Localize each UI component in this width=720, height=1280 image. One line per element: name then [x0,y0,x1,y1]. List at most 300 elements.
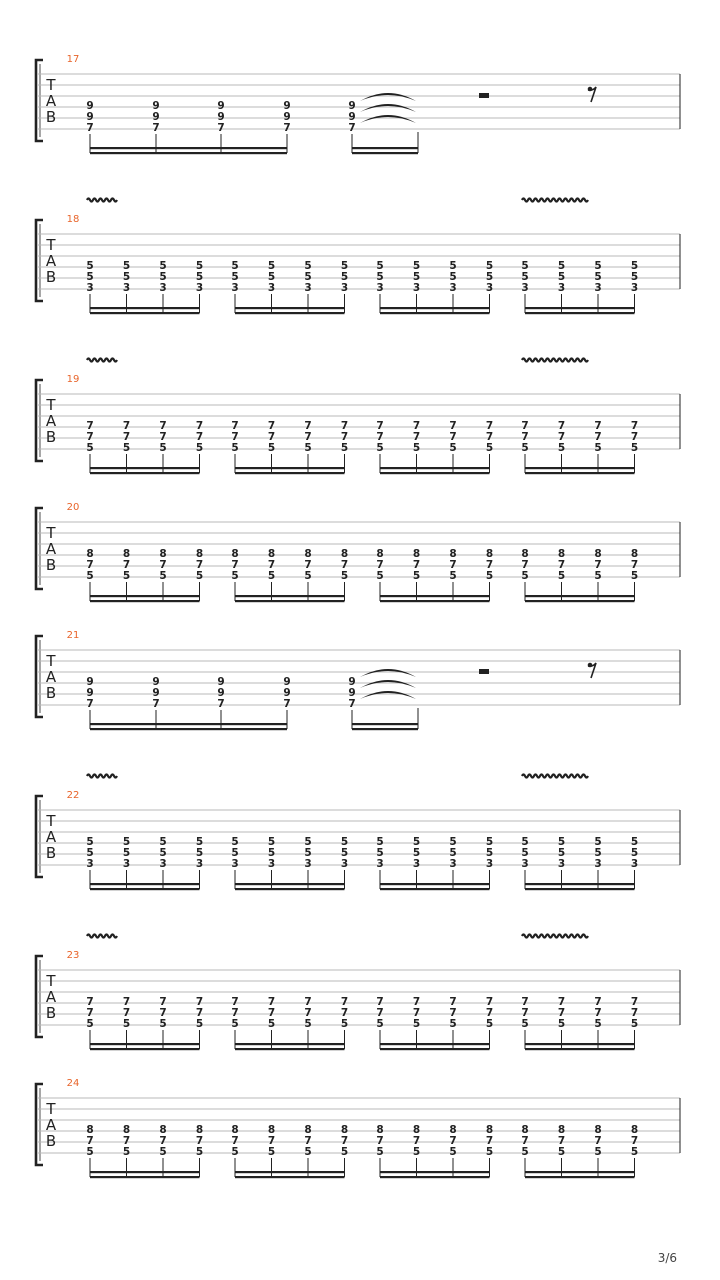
fret-number: 7 [86,559,94,571]
beam [525,472,635,474]
fret-number: 5 [557,260,566,272]
beam [235,1048,345,1050]
fret-number: 5 [594,847,602,859]
beam [90,1048,200,1050]
fret-number: 3 [86,282,94,294]
tab-letter: A [45,1116,57,1134]
beam [90,723,287,725]
fret-number: 5 [122,260,131,272]
fret-number: 9 [348,676,356,688]
beam [90,152,287,154]
fret-number: 7 [521,996,529,1008]
fret-number: 7 [86,420,94,432]
fret-number: 7 [449,996,457,1008]
fret-number: 7 [152,122,160,134]
fret-number: 9 [152,100,160,112]
beam [235,1171,345,1173]
fret-number: 7 [231,1135,239,1147]
fret-number: 5 [557,1146,566,1158]
fret-number: 8 [630,548,639,560]
fret-number: 3 [412,858,421,870]
fret-number: 5 [86,836,94,848]
fret-number: 5 [412,1146,421,1158]
beam [380,307,490,309]
tab-letter: T [46,396,56,414]
fret-number: 3 [304,858,312,870]
fret-number: 7 [304,996,312,1008]
fret-number: 5 [195,442,204,454]
beam [525,600,635,602]
tab-letter: B [45,268,57,286]
fret-number: 5 [304,1018,312,1030]
tab-system [36,502,680,602]
fret-number: 8 [304,548,312,560]
fret-number: 7 [304,1007,312,1019]
fret-number: 5 [376,1018,384,1030]
beam [90,728,287,730]
fret-number: 7 [231,420,239,432]
half-rest-icon [479,93,489,98]
fret-number: 7 [86,1007,94,1019]
fret-number: 7 [231,559,239,571]
fret-number: 5 [557,271,566,283]
fret-number: 7 [304,1135,312,1147]
fret-number: 7 [86,698,94,710]
fret-number: 5 [86,1146,94,1158]
tie-arc-icon [360,104,416,112]
half-rest-icon [479,669,489,674]
fret-number: 7 [340,996,349,1008]
tie-arc-icon [360,93,416,101]
fret-number: 7 [485,559,494,571]
fret-number: 5 [231,570,239,582]
fret-number: 5 [159,836,167,848]
tab-letter: A [45,988,57,1006]
fret-number: 3 [557,282,566,294]
fret-number: 7 [159,420,167,432]
fret-number: 7 [122,431,131,443]
fret-number: 7 [267,559,276,571]
beam [380,1171,490,1173]
fret-number: 5 [267,1146,276,1158]
measure-number: 21 [66,630,80,641]
fret-number: 8 [557,548,566,560]
fret-number: 7 [485,1135,494,1147]
tab-letter: A [45,252,57,270]
tab-system [36,1078,680,1178]
fret-number: 5 [231,1146,239,1158]
fret-number: 7 [340,1007,349,1019]
fret-number: 5 [340,260,349,272]
fret-number: 5 [195,1146,204,1158]
fret-number: 7 [630,996,639,1008]
fret-number: 5 [340,570,349,582]
fret-number: 7 [283,698,291,710]
vibrato-icon [87,935,117,938]
measure-number: 18 [66,214,80,225]
tab-letter: B [45,108,57,126]
beam [90,467,200,469]
fret-number: 9 [217,687,225,699]
fret-number: 7 [267,1007,276,1019]
fret-number: 3 [594,282,602,294]
measure-number: 19 [66,374,80,385]
fret-number: 5 [340,1018,349,1030]
fret-number: 8 [594,548,602,560]
fret-number: 3 [267,282,276,294]
tab-letter: B [45,428,57,446]
fret-number: 7 [304,420,312,432]
fret-number: 5 [195,836,204,848]
beam [352,728,418,730]
tab-letter: T [46,972,56,990]
fret-number: 5 [86,1018,94,1030]
fret-number: 7 [195,1135,204,1147]
fret-number: 5 [557,570,566,582]
tab-letter: B [45,684,57,702]
fret-number: 3 [376,858,384,870]
fret-number: 5 [449,847,457,859]
fret-number: 7 [412,996,421,1008]
tie-arc-icon [360,691,416,699]
fret-number: 7 [594,559,602,571]
fret-number: 9 [86,100,94,112]
fret-number: 3 [630,282,639,294]
fret-number: 3 [267,858,276,870]
fret-number: 7 [557,996,566,1008]
beam [525,312,635,314]
fret-number: 5 [594,442,602,454]
fret-number: 5 [630,260,639,272]
beam [90,472,200,474]
fret-number: 5 [449,260,457,272]
fret-number: 5 [449,442,457,454]
fret-number: 7 [86,1135,94,1147]
fret-number: 5 [376,271,384,283]
fret-number: 5 [485,836,494,848]
fret-number: 5 [159,1146,167,1158]
fret-number: 5 [267,442,276,454]
fret-number: 5 [231,1018,239,1030]
fret-number: 5 [485,260,494,272]
fret-number: 8 [195,1124,204,1136]
beam [90,600,200,602]
fret-number: 7 [122,996,131,1008]
fret-number: 7 [485,1007,494,1019]
fret-number: 5 [485,847,494,859]
beam [235,600,345,602]
beam [235,883,345,885]
fret-number: 5 [557,442,566,454]
fret-number: 7 [159,431,167,443]
fret-number: 7 [122,1007,131,1019]
fret-number: 3 [195,282,204,294]
fret-number: 8 [159,548,167,560]
fret-number: 3 [340,858,349,870]
fret-number: 5 [630,442,639,454]
fret-number: 5 [304,847,312,859]
fret-number: 8 [304,1124,312,1136]
fret-number: 5 [304,442,312,454]
fret-number: 5 [122,570,131,582]
fret-number: 7 [376,420,384,432]
beam [380,1176,490,1178]
beam [235,312,345,314]
fret-number: 7 [267,1135,276,1147]
fret-number: 5 [485,1146,494,1158]
fret-number: 7 [86,431,94,443]
fret-number: 8 [449,548,457,560]
fret-number: 5 [412,260,421,272]
beam [235,1043,345,1045]
fret-number: 5 [449,1018,457,1030]
tie-arc-icon [360,680,416,688]
fret-number: 5 [521,570,529,582]
beam [90,883,200,885]
beam [380,472,490,474]
beam [352,147,418,149]
tab-system [36,775,680,891]
fret-number: 5 [195,260,204,272]
fret-number: 9 [348,687,356,699]
fret-number: 9 [152,111,160,123]
fret-number: 7 [340,431,349,443]
fret-number: 5 [159,1018,167,1030]
fret-number: 7 [594,1135,602,1147]
vibrato-icon [522,775,588,778]
fret-number: 5 [86,442,94,454]
beam [380,312,490,314]
fret-number: 5 [122,836,131,848]
beam [525,307,635,309]
fret-number: 7 [557,559,566,571]
fret-number: 5 [449,271,457,283]
fret-number: 8 [122,548,131,560]
fret-number: 5 [485,442,494,454]
tab-system [36,935,680,1051]
fret-number: 3 [122,282,131,294]
beam [90,307,200,309]
fret-number: 7 [86,122,94,134]
fret-number: 8 [376,548,384,560]
fret-number: 7 [412,1135,421,1147]
fret-number: 5 [376,570,384,582]
fret-number: 7 [217,122,225,134]
fret-number: 3 [449,282,457,294]
fret-number: 7 [376,559,384,571]
fret-number: 5 [122,847,131,859]
fret-number: 3 [159,858,167,870]
fret-number: 7 [195,996,204,1008]
fret-number: 8 [122,1124,131,1136]
tab-letter: A [45,92,57,110]
fret-number: 3 [521,858,529,870]
fret-number: 5 [594,271,602,283]
fret-number: 3 [521,282,529,294]
fret-number: 8 [195,548,204,560]
fret-number: 7 [521,1135,529,1147]
fret-number: 7 [348,698,356,710]
fret-number: 5 [594,1146,602,1158]
beam [525,1043,635,1045]
fret-number: 7 [195,431,204,443]
beam [90,595,200,597]
beam [525,595,635,597]
tab-letter: A [45,540,57,558]
fret-number: 7 [521,420,529,432]
fret-number: 7 [231,996,239,1008]
fret-number: 5 [231,271,239,283]
fret-number: 5 [304,271,312,283]
fret-number: 5 [630,271,639,283]
fret-number: 5 [521,847,529,859]
fret-number: 5 [376,260,384,272]
beam [235,1176,345,1178]
fret-number: 7 [412,431,421,443]
fret-number: 3 [376,282,384,294]
beam [235,307,345,309]
beam [90,1171,200,1173]
tie-arc-icon [360,115,416,123]
fret-number: 3 [557,858,566,870]
fret-number: 5 [376,836,384,848]
fret-number: 3 [122,858,131,870]
vibrato-icon [87,775,117,778]
fret-number: 5 [86,847,94,859]
tab-letter: T [46,652,56,670]
fret-number: 5 [122,1146,131,1158]
fret-number: 7 [521,1007,529,1019]
fret-number: 5 [521,1018,529,1030]
fret-number: 8 [86,548,94,560]
measure-number: 24 [66,1078,80,1089]
fret-number: 5 [304,570,312,582]
beam [380,467,490,469]
fret-number: 5 [412,847,421,859]
fret-number: 3 [231,282,239,294]
fret-number: 7 [594,1007,602,1019]
fret-number: 7 [449,559,457,571]
fret-number: 5 [449,836,457,848]
fret-number: 9 [152,687,160,699]
fret-number: 5 [195,847,204,859]
fret-number: 5 [340,836,349,848]
vibrato-icon [522,199,588,202]
fret-number: 7 [412,420,421,432]
fret-number: 7 [86,996,94,1008]
beam [90,1176,200,1178]
fret-number: 7 [449,1007,457,1019]
fret-number: 5 [267,1018,276,1030]
fret-number: 5 [86,260,94,272]
beam [90,1043,200,1045]
tab-system [36,54,680,154]
beam [235,467,345,469]
page-number: 3/6 [657,1251,677,1265]
fret-number: 5 [376,442,384,454]
vibrato-icon [522,359,588,362]
fret-number: 5 [340,271,349,283]
fret-number: 3 [630,858,639,870]
fret-number: 7 [412,1007,421,1019]
fret-number: 7 [412,559,421,571]
fret-number: 7 [630,1135,639,1147]
fret-number: 5 [159,847,167,859]
measure-number: 17 [66,54,80,65]
fret-number: 7 [283,122,291,134]
fret-number: 8 [630,1124,639,1136]
fret-number: 9 [283,687,291,699]
fret-number: 3 [594,858,602,870]
fret-number: 7 [630,431,639,443]
fret-number: 8 [521,1124,529,1136]
fret-number: 7 [122,420,131,432]
fret-number: 7 [485,996,494,1008]
fret-number: 5 [485,271,494,283]
fret-number: 8 [231,548,239,560]
tab-letter: B [45,556,57,574]
tab-letter: T [46,1100,56,1118]
fret-number: 8 [267,1124,276,1136]
fret-number: 5 [521,260,529,272]
fret-number: 8 [159,1124,167,1136]
fret-number: 7 [195,420,204,432]
fret-number: 9 [86,687,94,699]
fret-number: 5 [159,271,167,283]
fret-number: 8 [267,548,276,560]
fret-number: 5 [412,570,421,582]
fret-number: 5 [449,1146,457,1158]
fret-number: 3 [86,858,94,870]
tab-letter: A [45,828,57,846]
fret-number: 7 [594,431,602,443]
beam [352,723,418,725]
tab-letter: B [45,1132,57,1150]
fret-number: 5 [231,836,239,848]
fret-number: 5 [267,570,276,582]
fret-number: 5 [521,271,529,283]
fret-number: 5 [231,260,239,272]
fret-number: 9 [86,111,94,123]
fret-number: 8 [86,1124,94,1136]
beam [525,888,635,890]
beam [235,472,345,474]
fret-number: 5 [594,836,602,848]
beam [380,883,490,885]
fret-number: 9 [217,111,225,123]
fret-number: 3 [159,282,167,294]
fret-number: 5 [412,836,421,848]
vibrato-icon [87,359,117,362]
fret-number: 5 [412,1018,421,1030]
fret-number: 7 [521,559,529,571]
fret-number: 8 [521,548,529,560]
fret-number: 5 [449,570,457,582]
fret-number: 7 [557,1007,566,1019]
fret-number: 5 [267,847,276,859]
fret-number: 3 [340,282,349,294]
fret-number: 8 [485,548,494,560]
fret-number: 7 [267,996,276,1008]
fret-number: 9 [283,676,291,688]
fret-number: 7 [159,996,167,1008]
tab-letter: B [45,1004,57,1022]
tie-arc-icon [360,669,416,677]
fret-number: 7 [340,420,349,432]
beam [525,1171,635,1173]
tab-letter: A [45,668,57,686]
fret-number: 5 [267,836,276,848]
